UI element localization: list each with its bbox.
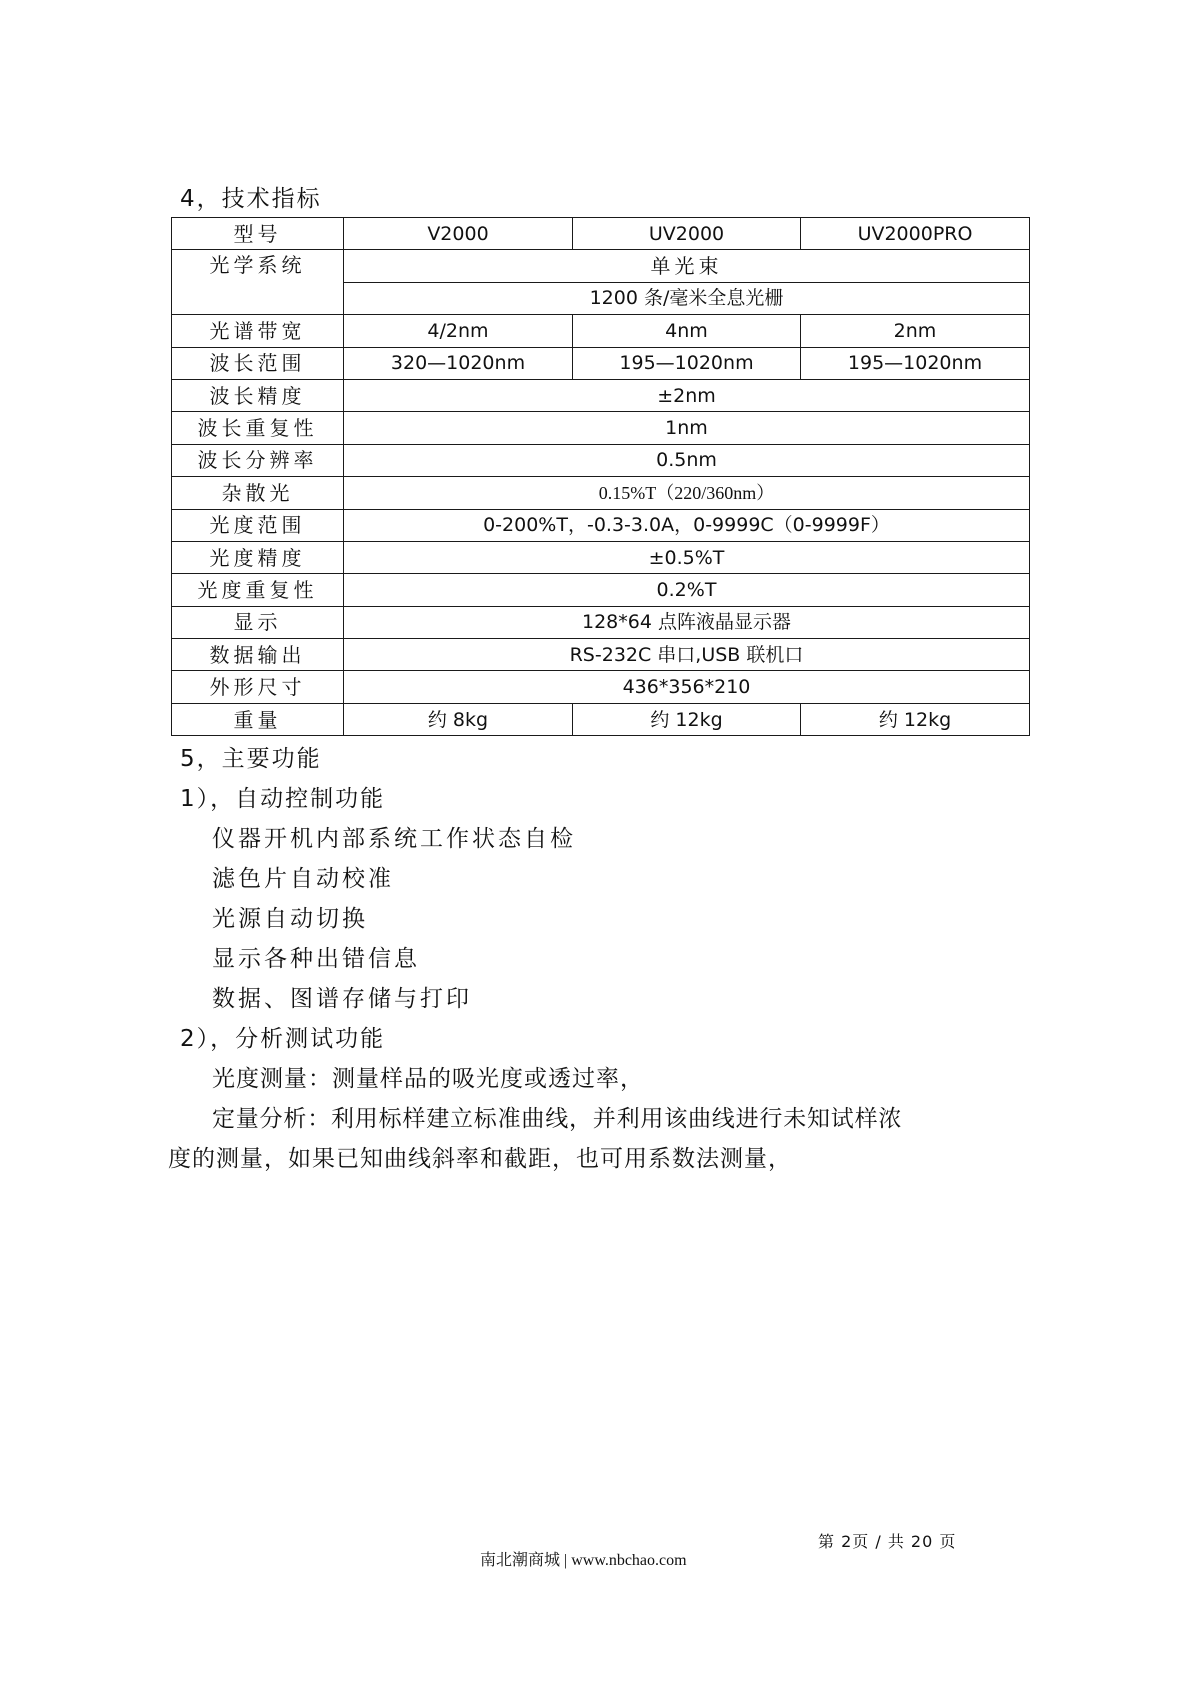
row-value-uv2000: 4nm	[573, 315, 801, 347]
table-row	[172, 574, 1030, 606]
page-number: 第 2页 / 共 20 页	[818, 1532, 957, 1551]
subsection-2-title: 2），分析测试功能	[180, 1026, 386, 1052]
row-label: 外形尺寸	[172, 671, 344, 703]
row-label: 数据输出	[172, 639, 344, 671]
row-label: 杂散光	[172, 477, 344, 509]
header-label: 型号	[172, 218, 344, 250]
row-label: 显示	[172, 606, 344, 638]
row-value: 1200 条/毫米全息光栅	[344, 282, 1030, 314]
row-value: ±2nm	[344, 379, 1030, 411]
paragraph-quantitative: 定量分析：利用标样建立标准曲线，并利用该曲线进行未知试样浓	[212, 1106, 903, 1132]
paragraph-photometric: 光度测量：测量样品的吸光度或透过率，	[212, 1066, 644, 1092]
row-label: 波长分辨率	[172, 444, 344, 476]
table-row	[172, 477, 1030, 509]
list-item: 数据、图谱存储与打印	[212, 986, 472, 1012]
table-row	[172, 347, 1030, 379]
row-value-uv2000: 约 12kg	[573, 703, 801, 735]
paragraph-quantitative-cont: 度的测量，如果已知曲线斜率和截距，也可用系数法测量，	[168, 1146, 792, 1172]
list-item: 仪器开机内部系统工作状态自检	[212, 826, 576, 852]
footer-site: 南北潮商城 | www.nbchao.com	[480, 1552, 687, 1569]
row-value: RS-232C 串口,USB 联机口	[344, 639, 1030, 671]
table-row	[172, 703, 1030, 735]
model-uv2000: UV2000	[573, 218, 801, 250]
row-value: 436*356*210	[344, 671, 1030, 703]
row-label: 波长精度	[172, 379, 344, 411]
row-label: 光谱带宽	[172, 315, 344, 347]
section-5-title: 5，主要功能	[180, 746, 322, 772]
table-row	[172, 509, 1030, 541]
row-label: 波长范围	[172, 347, 344, 379]
table-row	[172, 379, 1030, 411]
row-value-uv2000pro: 2nm	[801, 315, 1030, 347]
row-label: 重量	[172, 703, 344, 735]
table-row	[172, 315, 1030, 347]
row-value-v2000: 320—1020nm	[344, 347, 573, 379]
list-item: 光源自动切换	[212, 906, 368, 932]
table-row	[172, 250, 1030, 282]
row-value-uv2000: 195—1020nm	[573, 347, 801, 379]
list-item: 显示各种出错信息	[212, 946, 420, 972]
table-row	[172, 541, 1030, 573]
row-label: 光度范围	[172, 509, 344, 541]
list-item: 滤色片自动校准	[212, 866, 394, 892]
row-label: 光学系统	[172, 250, 344, 315]
row-value: 0.5nm	[344, 444, 1030, 476]
row-value: ±0.5%T	[344, 541, 1030, 573]
row-value-uv2000pro: 195—1020nm	[801, 347, 1030, 379]
row-value: 0-200%T，-0.3-3.0A，0-9999C（0-9999F）	[344, 509, 1030, 541]
table-row-header	[172, 218, 1030, 250]
table-row	[172, 412, 1030, 444]
table-row	[172, 671, 1030, 703]
table-row	[172, 606, 1030, 638]
row-value: 单光束	[344, 250, 1030, 282]
row-value: 0.15%T（220/360nm）	[344, 477, 1030, 509]
section-4-title: 4，技术指标	[180, 186, 322, 212]
subsection-1-title: 1），自动控制功能	[180, 786, 386, 812]
row-value: 1nm	[344, 412, 1030, 444]
table-row	[172, 444, 1030, 476]
model-v2000: V2000	[344, 218, 573, 250]
row-value: 128*64 点阵液晶显示器	[344, 606, 1030, 638]
row-label: 光度重复性	[172, 574, 344, 606]
row-label: 光度精度	[172, 541, 344, 573]
row-value: 0.2%T	[344, 574, 1030, 606]
spec-table	[171, 217, 1030, 736]
row-value-v2000: 约 8kg	[344, 703, 573, 735]
row-value-v2000: 4/2nm	[344, 315, 573, 347]
row-label: 波长重复性	[172, 412, 344, 444]
model-uv2000pro: UV2000PRO	[801, 218, 1030, 250]
table-row	[172, 639, 1030, 671]
row-value-uv2000pro: 约 12kg	[801, 703, 1030, 735]
